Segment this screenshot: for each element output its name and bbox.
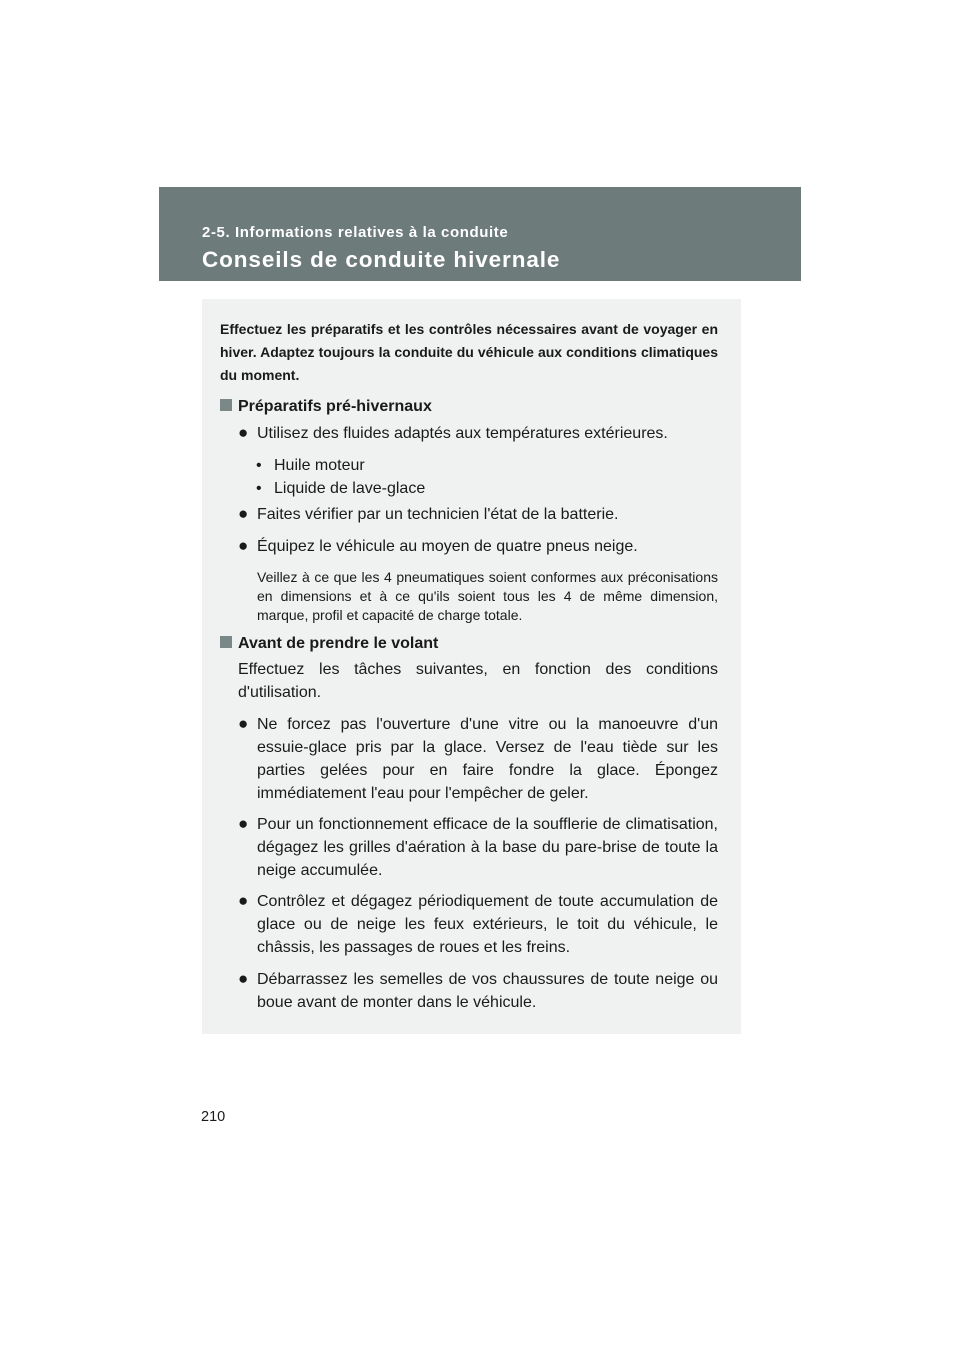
sub-list-item bbox=[256, 477, 425, 500]
sub-list-item-text: Huile moteur bbox=[274, 457, 365, 474]
list-item-text: Débarrassez les semelles de vos chaussures de toute neige ou boue avant de monter dans le véhicule. bbox=[257, 971, 718, 1011]
section-heading-before-driving bbox=[220, 633, 438, 655]
list-item bbox=[238, 813, 718, 882]
dot-bullet-icon: • bbox=[256, 457, 262, 474]
list-item-text: Ne forcez pas l'ouverture d'une vitre ou la manoeuvre d'un essuie-glace pris par la glace. Versez de l'eau tiède sur les parties gelées pour en faire fondre la glace. Épongez immédiatement l'eau pour l'empêcher de geler. bbox=[257, 716, 718, 802]
round-bullet-icon: ● bbox=[238, 423, 249, 442]
round-bullet-icon: ● bbox=[238, 969, 249, 988]
list-item bbox=[238, 968, 718, 1014]
round-bullet-icon: ● bbox=[238, 891, 249, 910]
tire-note: Veillez à ce que les 4 pneumatiques soient conformes aux préconisations en dimensions et à ce qu'ils soient tous les 4 de même dimension, marque, profil et capacité de charge totale. bbox=[257, 569, 718, 623]
round-bullet-icon: ● bbox=[238, 536, 249, 555]
section-heading-preparations bbox=[220, 396, 432, 418]
round-bullet-icon: ● bbox=[238, 504, 249, 523]
section-lead: Effectuez les tâches suivantes, en fonction des conditions d'utilisation. bbox=[238, 661, 718, 701]
round-bullet-icon: ● bbox=[238, 814, 249, 833]
list-item bbox=[238, 713, 718, 805]
list-item bbox=[238, 503, 718, 526]
list-item-text: Pour un fonctionnement efficace de la soufflerie de climatisation, dégagez les grilles d'aération à la base du pare-brise de toute la neige accumulée. bbox=[257, 816, 718, 879]
list-item-text: Utilisez des fluides adaptés aux températures extérieures. bbox=[257, 425, 668, 442]
list-item bbox=[238, 890, 718, 959]
dot-bullet-icon: • bbox=[256, 480, 262, 497]
square-bullet-icon bbox=[220, 399, 232, 411]
section-heading-text: Avant de prendre le volant bbox=[238, 635, 439, 652]
sub-list-item bbox=[256, 454, 365, 477]
page-title: Conseils de conduite hivernale bbox=[202, 247, 561, 272]
list-item-text: Faites vérifier par un technicien l'état de la batterie. bbox=[257, 506, 619, 523]
page-number: 210 bbox=[201, 1109, 226, 1125]
section-heading-text: Préparatifs pré-hivernaux bbox=[238, 398, 432, 415]
round-bullet-icon: ● bbox=[238, 714, 249, 733]
list-item-text: Équipez le véhicule au moyen de quatre pneus neige. bbox=[257, 538, 638, 555]
chapter-header bbox=[159, 187, 801, 281]
square-bullet-icon bbox=[220, 636, 232, 648]
list-item bbox=[238, 535, 718, 558]
section-label: 2-5. Informations relatives à la conduite bbox=[202, 224, 509, 241]
sub-list-item-text: Liquide de lave-glace bbox=[274, 480, 426, 497]
list-item bbox=[238, 422, 718, 445]
intro-text: Effectuez les préparatifs et les contrôles nécessaires avant de voyager en hiver. Adaptez toujours la conduite du véhicule aux conditions climatiques du moment. bbox=[220, 321, 718, 383]
list-item-text: Contrôlez et dégagez périodiquement de toute accumulation de glace ou de neige les feux extérieurs, le toit du véhicule, le châssis, les passages de roues et les freins. bbox=[257, 893, 718, 956]
